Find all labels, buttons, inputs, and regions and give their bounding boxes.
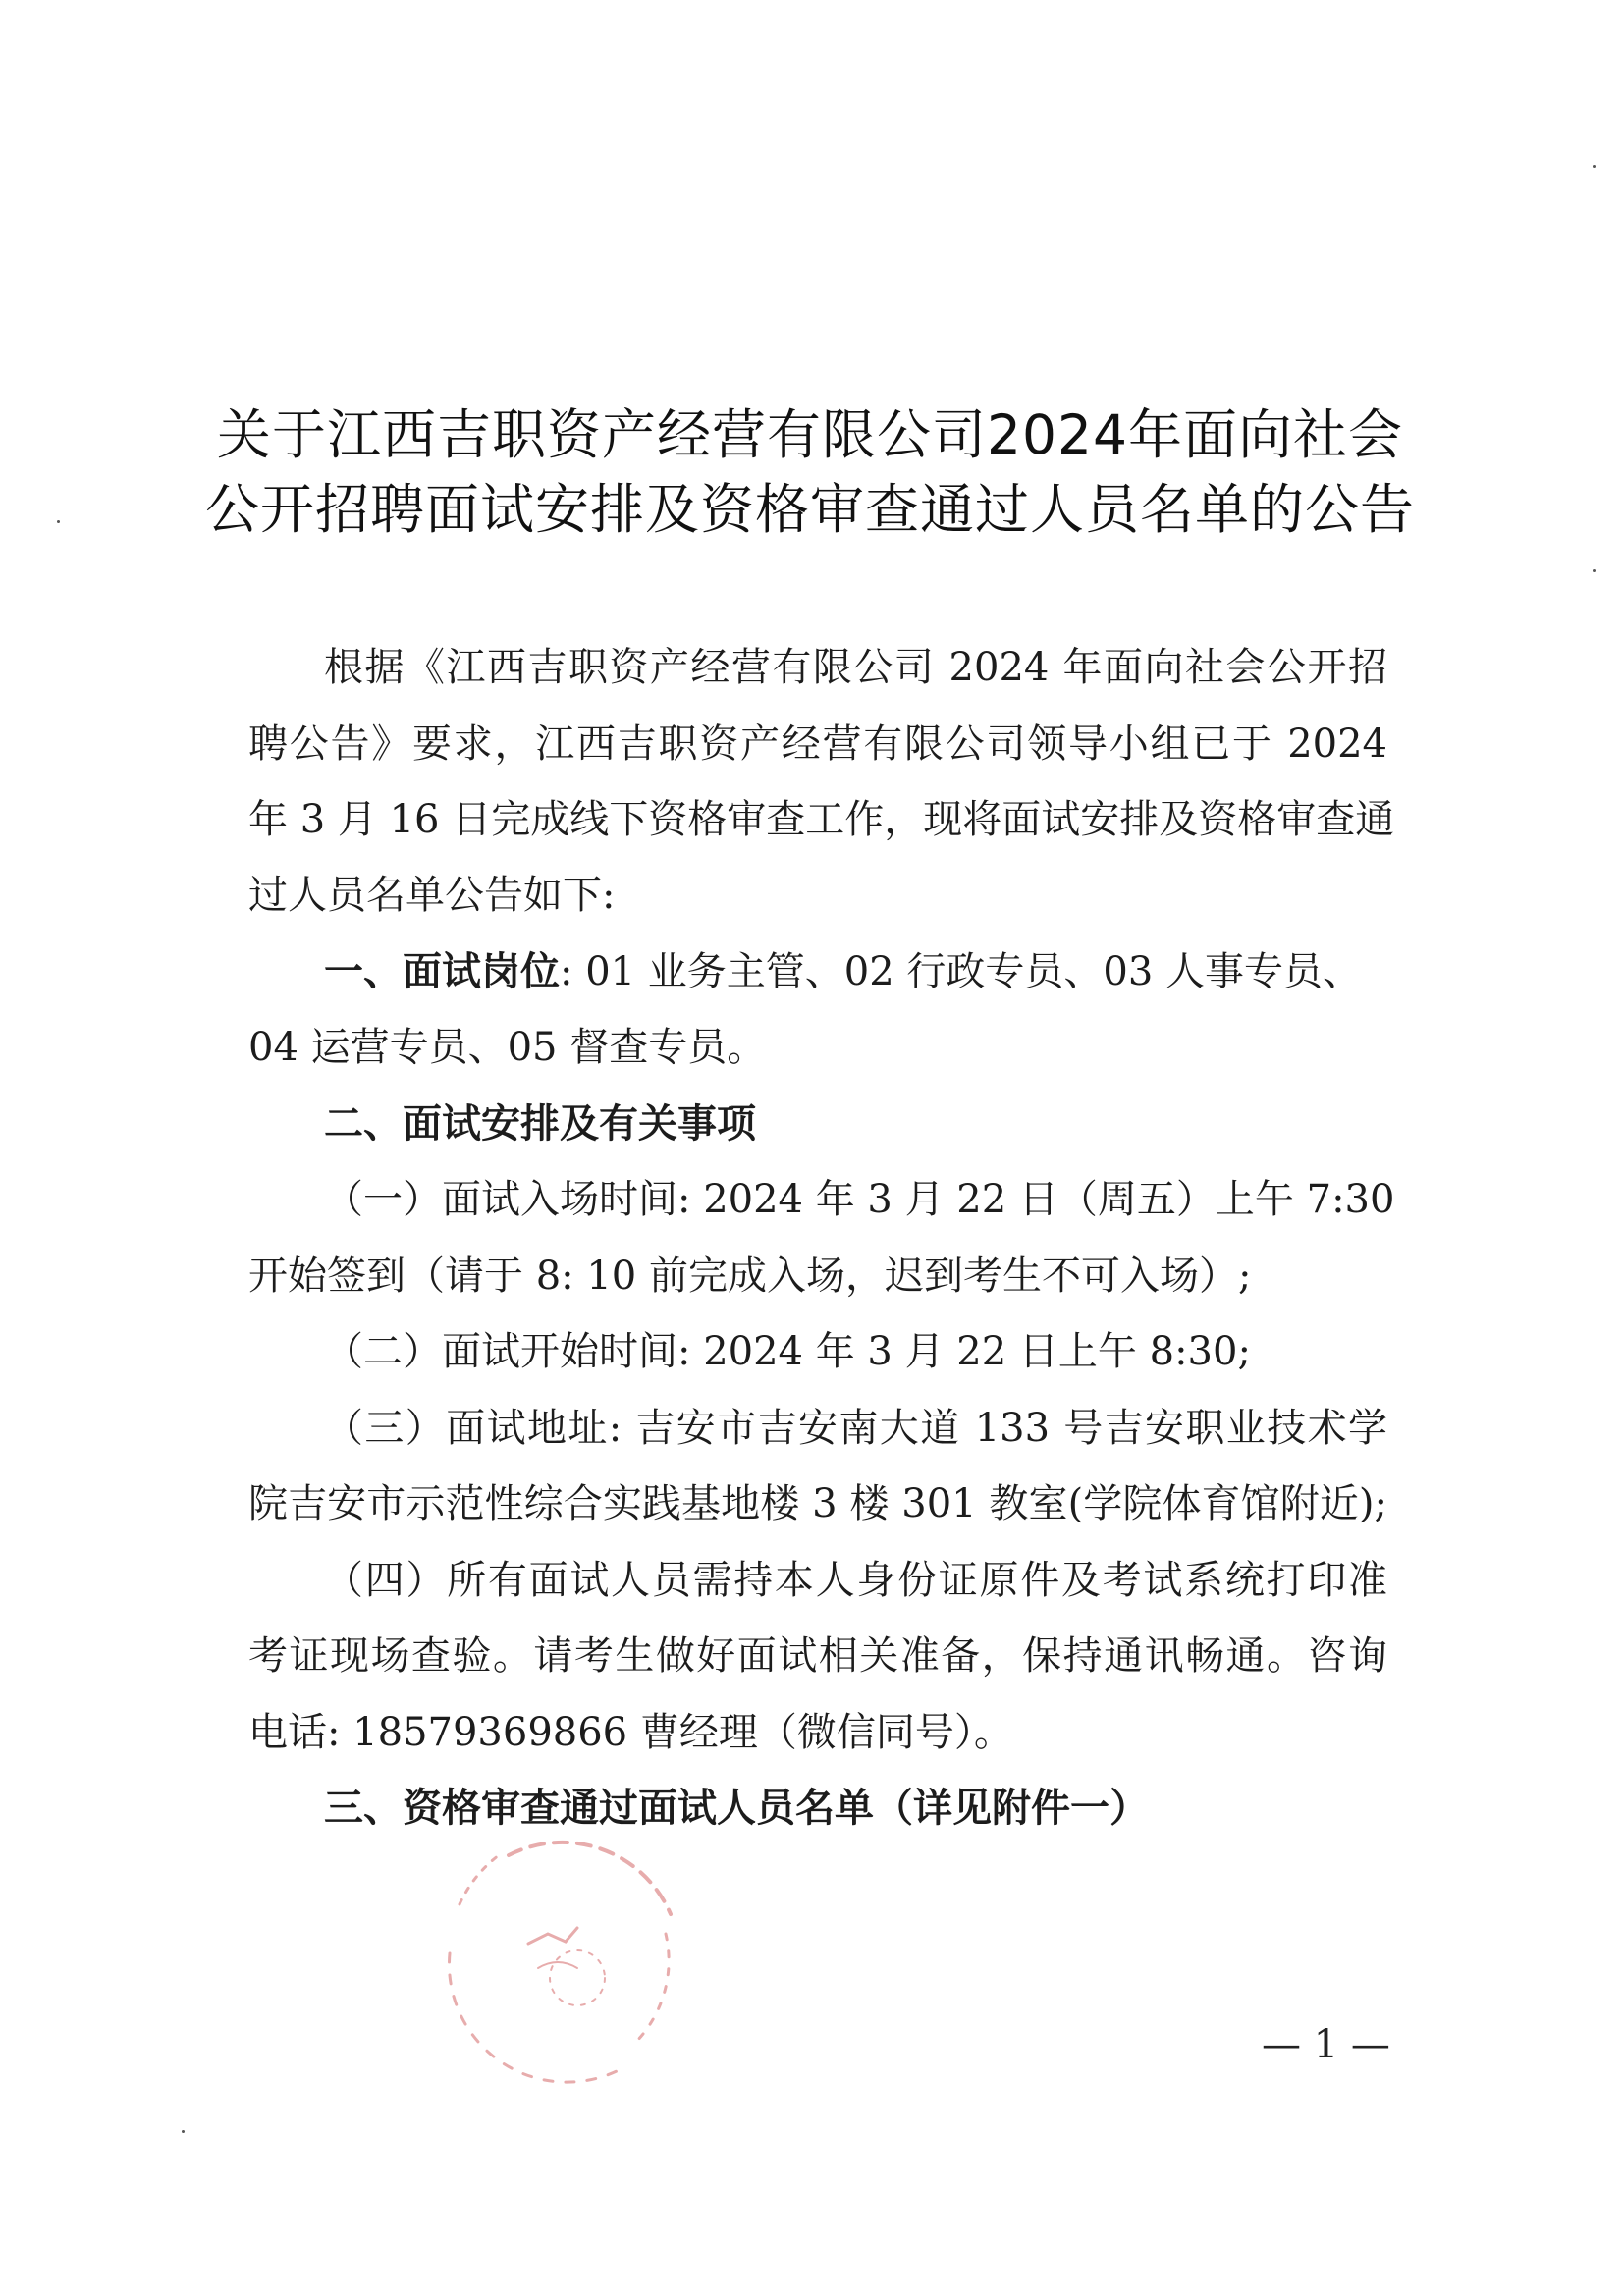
section2-item4-line-1: （四）所有面试人员需持本人身份证原件及考试系统打印准 [324,1558,1387,1603]
section2-item1-line-1: （一）面试入场时间: 2024 年 3 月 22 日（周五）上午 7:30 [324,1177,1395,1222]
section2-heading: 二、面试安排及有关事项 [324,1101,756,1147]
section1-positions: : 01 业务主管、02 行政专员、03 人事专员、 [560,949,1363,994]
document-title-line-2: 公开招聘面试安排及资格审查通过人员名单的公告 [204,478,1415,541]
intro-line-1: 根据《江西吉职资产经营有限公司 2024 年面向社会公开招 [324,645,1387,690]
intro-line-4: 过人员名单公告如下: [248,873,616,918]
section2-item2: （二）面试开始时间: 2024 年 3 月 22 日上午 8:30; [324,1329,1251,1374]
scan-speck [57,520,60,523]
intro-line-2: 聘公告》要求，江西吉职资产经营有限公司领导小组已于 2024 [248,721,1387,767]
scan-speck [1593,165,1596,168]
document-title-line-1: 关于江西吉职资产经营有限公司2024年面向社会 [217,403,1403,466]
section1-heading: 一、面试岗位 [324,949,560,994]
company-seal-icon [391,1796,725,2091]
section3-heading: 三、资格审查通过面试人员名单（详见附件一） [324,1786,1149,1831]
section2-item4-line-2: 考证现场查验。请考生做好面试相关准备，保持通讯畅通。咨询 [248,1633,1387,1679]
section1-line-1 [324,947,1362,996]
section2-item1-line-2: 开始签到（请于 8: 10 前完成入场，迟到考生不可入场）; [248,1254,1252,1299]
scan-speck [182,2130,185,2133]
page-number: — 1 — [1262,2022,1390,2067]
intro-line-3: 年 3 月 16 日完成线下资格审查工作，现将面试安排及资格审查通 [248,797,1395,842]
section2-item4-line-3: 电话: 18579369866 曹经理（微信同号）。 [248,1710,1013,1755]
scan-speck [1593,569,1596,572]
section1-line-2: 04 运营专员、05 督查专员。 [248,1025,767,1070]
section2-item3-line-2: 院吉安市示范性综合实践基地楼 3 楼 301 教室(学院体育馆附近); [248,1481,1387,1526]
section2-item3-line-1: （三）面试地址: 吉安市吉安南大道 133 号吉安职业技术学 [324,1406,1387,1451]
